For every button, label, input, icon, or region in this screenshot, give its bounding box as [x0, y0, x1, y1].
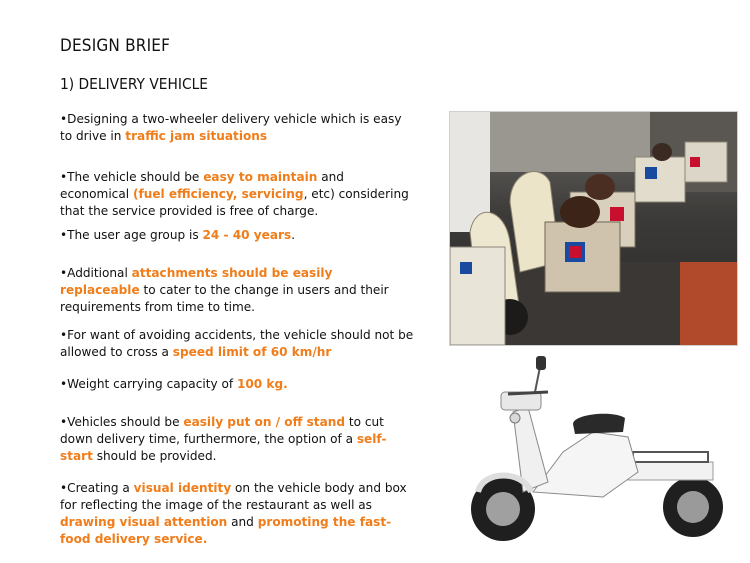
body-text: and economical — [60, 169, 344, 201]
body-text: to cut down delivery time, furthermore, the option of a — [60, 414, 384, 446]
bullet-item — [60, 413, 415, 464]
highlight-text: traffic jam situations — [125, 128, 268, 143]
body-text: •Additional — [60, 265, 132, 280]
body-text: should be provided. — [92, 448, 217, 463]
highlight-text: 24 - 40 years — [202, 227, 292, 242]
bullet-item — [60, 168, 415, 219]
highlight-text: 100 kg. — [236, 376, 288, 391]
body-text: on the vehicle body and box for reflecting the image of the restaurant as well as — [60, 480, 407, 512]
highlight-text: promoting the fast-food delivery service. — [60, 514, 392, 546]
scooter-fleet-photo — [449, 111, 738, 346]
scooter-fleet-illustration — [450, 112, 737, 345]
body-text: •Creating a — [60, 480, 134, 495]
body-text: to cater to the change in users and their requirements from time to time. — [60, 282, 389, 314]
body-text: •The user age group is — [60, 227, 203, 242]
body-text: •The vehicle should be — [60, 169, 204, 184]
body-text: and — [227, 514, 258, 529]
body-text: •Designing a two-wheeler delivery vehicle which is easy to drive in — [60, 111, 402, 143]
section-subtitle: 1) DELIVERY VEHICLE — [60, 75, 208, 93]
highlight-text: visual identity — [133, 480, 232, 495]
body-text: •For want of avoiding accidents, the vehicle should not be allowed to cross a — [60, 327, 414, 359]
bullet-item — [60, 226, 295, 243]
highlight-text: speed limit of 60 km/hr — [172, 344, 332, 359]
bullet-item — [60, 326, 415, 360]
body-text: •Weight carrying capacity of — [60, 376, 237, 391]
highlight-text: (fuel efficiency, servicing — [132, 186, 304, 201]
page-title: DESIGN BRIEF — [60, 36, 171, 56]
highlight-text: easily put on / off stand — [183, 414, 346, 429]
bullet-item — [60, 110, 415, 144]
body-text: •Vehicles should be — [60, 414, 184, 429]
white-three-wheel-scooter — [453, 352, 737, 552]
bullet-item — [60, 375, 288, 392]
bullet-item — [60, 479, 415, 547]
highlight-text: easy to maintain — [203, 169, 318, 184]
highlight-text: drawing visual attention — [60, 514, 228, 529]
scooter-illustration — [453, 352, 737, 552]
body-text: , etc) considering that the service provided is free of charge. — [60, 186, 409, 218]
highlight-text: attachments should be easily replaceable — [60, 265, 333, 297]
bullet-item — [60, 264, 415, 315]
highlight-text: self-start — [60, 431, 387, 463]
body-text: . — [291, 227, 296, 242]
